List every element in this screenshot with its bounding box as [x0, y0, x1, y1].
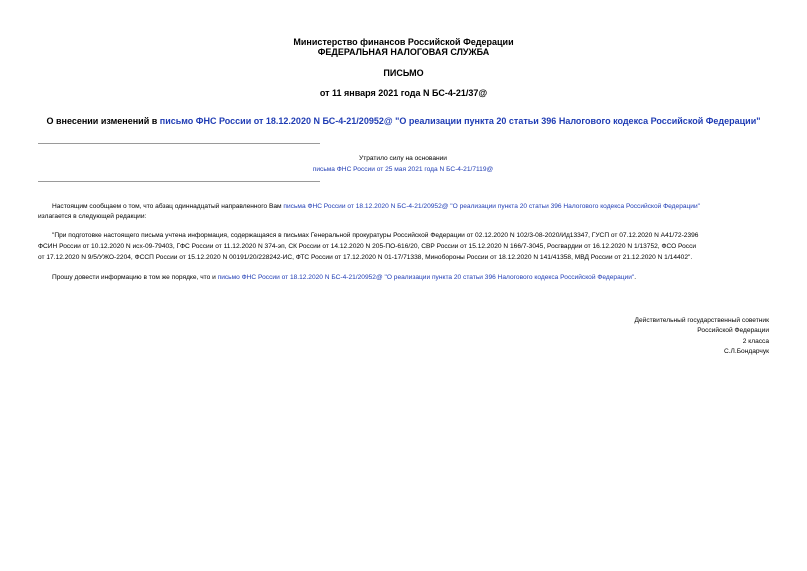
- service-name: ФЕДЕРАЛЬНАЯ НАЛОГОВАЯ СЛУЖБА: [317, 47, 490, 57]
- document-date-number: от 11 января 2021 года N БС-4-21/37@: [319, 88, 488, 98]
- paragraph-3-link[interactable]: письмо ФНС России от 18.12.2020 N БС-4-21/20952@ "О реализации пункта 20 статьи 396 Налогового кодекса Российской Федерации": [217, 274, 635, 281]
- paragraph-1-text: Настоящим сообщаем о том, что абзац одиннадцатый направленного Вам: [52, 203, 284, 210]
- document-title: [0, 116, 807, 127]
- paragraph-3-text: Прошу довести информацию в том же порядке, что и: [52, 274, 218, 281]
- document-type: ПИСЬМО: [383, 68, 424, 78]
- paragraph-2-line-2: ФСИН России от 10.12.2020 N исх-09-79403, ГФС России от 11.12.2020 N 374-эп, СК России от 14.12.2020 N 205-ПО-616/20, СВР России от 15.12.2020 N 166/7-3045, Росгвардии от 16.12.2020 N 1/13752, ФСО Росси: [38, 243, 697, 250]
- ministry-name: Министерство финансов Российской Федерации: [293, 37, 514, 47]
- divider-top: [38, 143, 320, 144]
- signatory-name: С.Л.Бондарчук: [723, 348, 769, 355]
- divider-bottom: [38, 181, 320, 182]
- paragraph-1-link[interactable]: письма ФНС России от 18.12.2020 N БС-4-21/20952@ "О реализации пункта 20 статьи 396 Налогового кодекса Российской Федерации": [283, 203, 701, 210]
- title-referenced-letter-link[interactable]: письмо ФНС России от 18.12.2020 N БС-4-21/20952@ "О реализации пункта 20 статьи 396 Налогового кодекса Российской Федерации": [159, 116, 761, 126]
- status-note-link[interactable]: письма ФНС России от 25 мая 2021 года N БС-4-21/7119@: [312, 166, 494, 173]
- paragraph-3-end: .: [634, 274, 637, 281]
- title-prefix: О внесении изменений в: [46, 116, 160, 126]
- signature-title-line-3: 2 класса: [742, 338, 769, 345]
- signature-title-line-2: Российской Федерации: [697, 327, 769, 334]
- paragraph-1-line-2: излагается в следующей редакции:: [38, 213, 147, 220]
- status-note-line: Утратило силу на основании: [359, 155, 447, 162]
- paragraph-2-line-1: "При подготовке настоящего письма учтена информация, содержащаяся в письмах Генеральной прокуратуры Российской Федерации от 02.12.2020 N 102/3-08-2020/Ид13347, ГУСП от 07.12.2020 N А41/72-2396: [52, 232, 699, 239]
- signature-title-line-1: Действительный государственный советник: [634, 317, 769, 324]
- paragraph-2-line-3: от 17.12.2020 N 9/5/УЖО-2204, ФССП России от 15.12.2020 N 00191/20/228242-ИС, ФТС России от 17.12.2020 N 01-17/71338, Минобороны России от 18.12.2020 N 141/41358, МВД России от 21.12.2020 N 1/14402".: [38, 254, 693, 261]
- paragraph-3: [38, 272, 772, 283]
